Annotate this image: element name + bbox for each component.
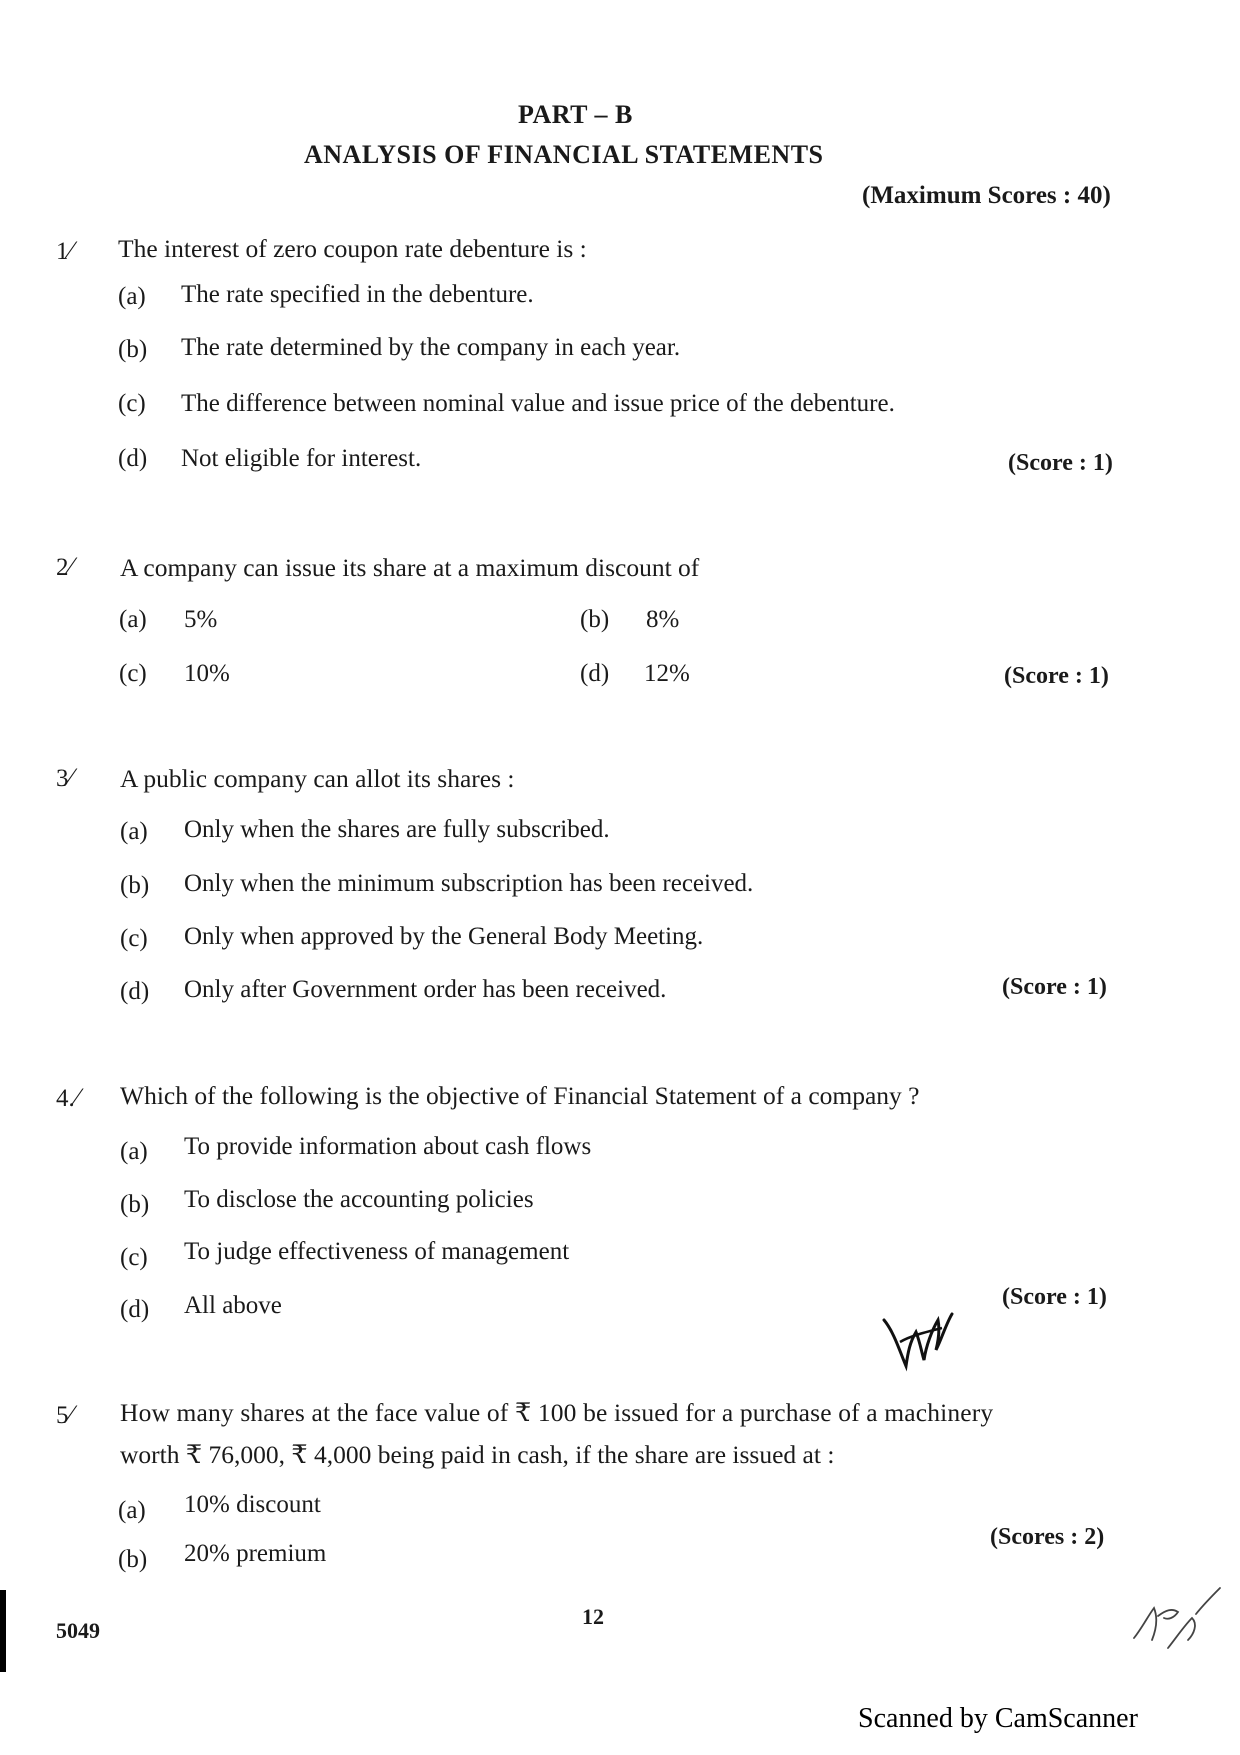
question-text: A company can issue its share at a maximum discount of [120,553,700,582]
max-scores: (Maximum Scores : 40) [862,182,1111,209]
option-label: (b) [120,872,150,899]
option-label: (d) [120,1296,150,1323]
option-text: Not eligible for interest. [181,445,422,472]
option-text: 5% [184,606,218,633]
checkmark-icon: ⁄ [68,552,73,581]
paper-code: 5049 [56,1618,100,1643]
option-text: 10% discount [184,1491,321,1518]
option-text: To provide information about cash flows [184,1133,592,1160]
checkmark-icon: ⁄ [68,1400,73,1429]
score-label: (Scores : 2) [990,1524,1105,1550]
option-label: (c) [120,925,148,952]
option-label: (a) [120,818,148,845]
question-text: A public company can allot its shares : [120,764,515,793]
option-label: (d) [120,978,150,1005]
scanner-watermark: Scanned by CamScanner [858,1703,1138,1734]
option-label: (c) [120,1244,148,1271]
option-text: 8% [646,606,680,633]
checkmark-icon: ⁄ [74,1083,80,1112]
option-label: (b) [118,336,148,363]
page-number: 12 [582,1604,604,1629]
question-number: 4.⁄ [56,1083,80,1112]
option-text: Only after Government order has been received. [184,976,667,1003]
option-text: Only when approved by the General Body Meeting. [184,923,704,950]
binding-edge-mark [0,1590,6,1672]
option-label: (b) [118,1546,148,1573]
question-text: How many shares at the face value of ₹ 100 be issued for a purchase of a machinery [120,1398,994,1427]
subject-heading: ANALYSIS OF FINANCIAL STATEMENTS [304,140,824,169]
option-text: To disclose the accounting policies [184,1186,534,1213]
option-text: To judge effectiveness of management [184,1238,570,1265]
score-label: (Score : 1) [1004,663,1109,689]
checkmark-icon: ⁄ [68,236,73,265]
option-text: The rate specified in the debenture. [181,281,534,308]
option-text: Only when the minimum subscription has been received. [184,870,754,897]
option-text: The rate determined by the company in each year. [181,334,681,361]
question-number: 2⁄ [56,552,73,581]
score-label: (Score : 1) [1002,974,1107,1000]
option-text: All above [184,1292,282,1319]
option-label: (a) [119,606,147,633]
option-label: (c) [119,660,147,687]
signature-mark [880,1302,960,1372]
option-label: (a) [118,283,146,310]
checkmark-icon: ⁄ [68,763,73,792]
option-label: (d) [580,660,610,687]
question-text-line2: worth ₹ 76,000, ₹ 4,000 being paid in cash, if the share are issued at : [120,1440,835,1469]
option-text: 10% [184,660,230,687]
score-label: (Score : 1) [1008,450,1113,476]
question-text: The interest of zero coupon rate debenture is : [118,234,587,263]
part-heading: PART – B [518,100,633,129]
option-label: (a) [118,1497,146,1524]
option-text: Only when the shares are fully subscribed. [184,816,610,843]
option-label: (d) [118,445,148,472]
option-label: (a) [120,1138,148,1165]
option-text: 12% [644,660,690,687]
option-label: (c) [118,390,146,417]
option-label: (b) [120,1191,150,1218]
option-text: The difference between nominal value and issue price of the debenture. [181,390,895,417]
option-label: (b) [580,606,610,633]
question-number: 3⁄ [56,763,73,792]
score-label: (Score : 1) [1002,1284,1107,1310]
question-number: 5⁄ [56,1400,73,1429]
handwritten-note [1128,1568,1228,1658]
question-number: 1⁄ [56,236,73,265]
option-text: 20% premium [184,1540,327,1567]
question-text: Which of the following is the objective of Financial Statement of a company ? [120,1081,920,1110]
